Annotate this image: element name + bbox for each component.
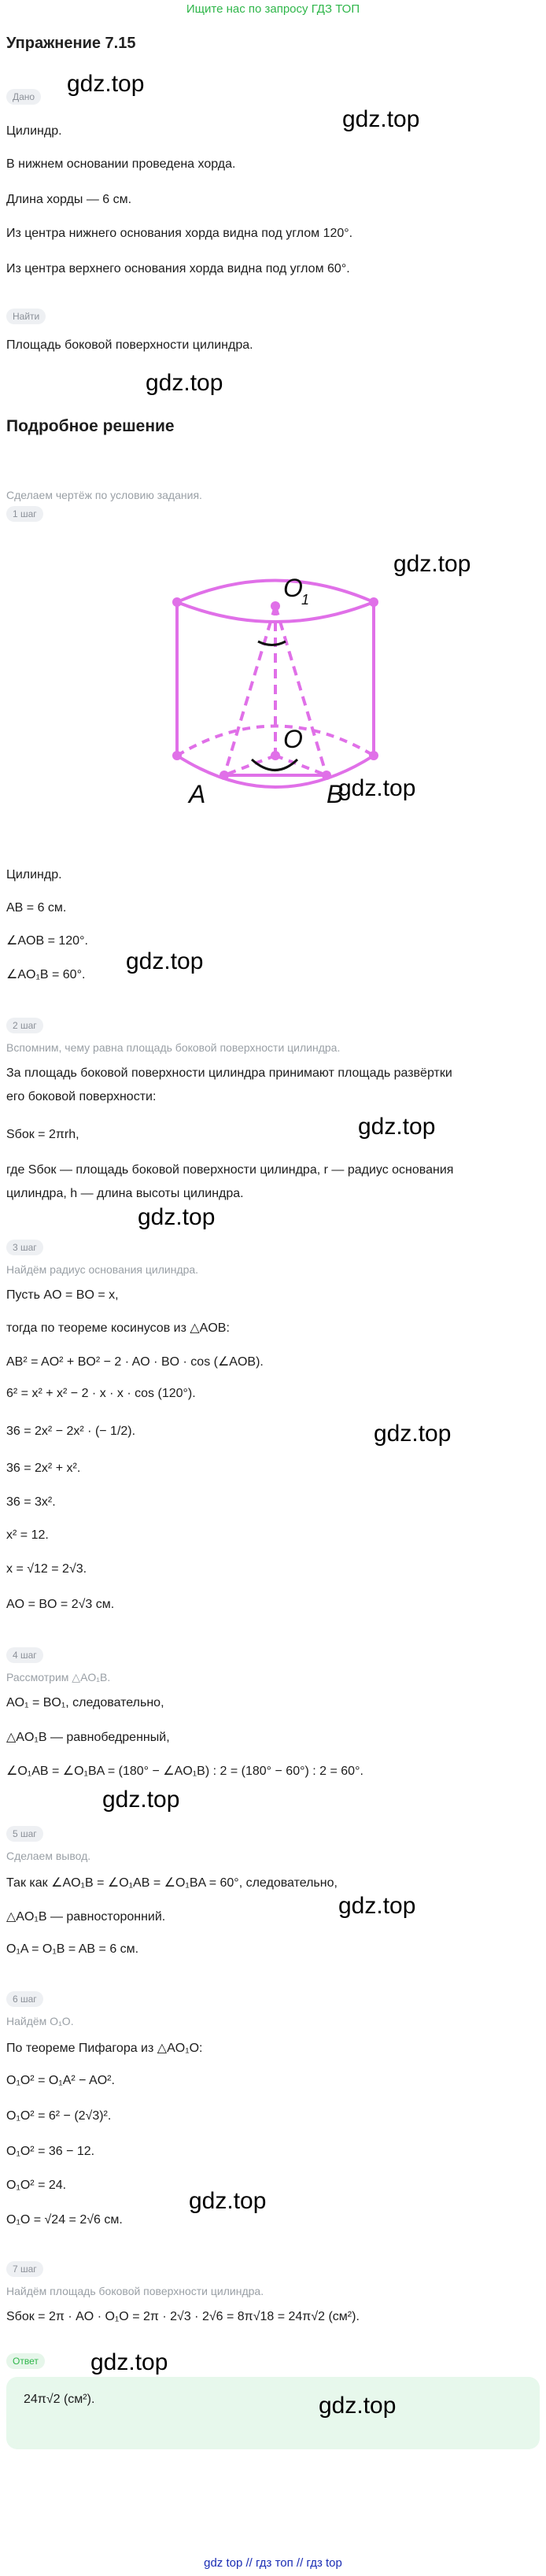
step5-line: O₁A = O₁B = AB = 6 см. [6,1942,139,1956]
watermark: gdz.top [319,2393,397,2419]
watermark: gdz.top [90,2349,168,2375]
step1-line: Цилиндр. [6,868,62,881]
step6-line: O₁O² = 24. [6,2179,67,2192]
step-tag: 6 шаг [6,1991,43,2007]
step1-line: ∠AOB = 120°. [6,934,88,948]
given-line: Из центра нижнего основания хорда видна под углом 120°. [6,227,353,240]
step1-line: AB = 6 см. [6,901,67,915]
step-note: Вспомним, чему равна площадь боковой поверхности цилиндра. [6,1041,341,1054]
step-tag: 2 шаг [6,1018,43,1033]
answer-tag: Ответ [6,2353,45,2369]
watermark: gdz.top [146,370,223,396]
watermark: gdz.top [342,106,420,132]
watermark: gdz.top [138,1204,216,1230]
step3-line: Пусть AO = BO = x, [6,1288,119,1302]
step-tag: 1 шаг [6,506,43,522]
step3-line: x = √12 = 2√3. [6,1562,87,1576]
step7-line: Sбок = 2π · AO · O₁O = 2π · 2√3 · 2√6 = 8π√18 = 24π√2 (см²). [6,2310,360,2323]
label-b: B [326,780,344,808]
label-o1-sub: 1 [301,592,310,608]
step-tag: 7 шаг [6,2261,43,2277]
footer-links[interactable]: gdz top // гдз топ // гдз top [204,2556,342,2570]
step6-line: O₁O² = 36 − 12. [6,2145,95,2158]
watermark: gdz.top [67,71,145,97]
find-tag: Найти [6,309,46,324]
step6-line: По теореме Пифагора из △AO₁O: [6,2042,203,2055]
step4-line: △AO₁B — равнобедренный, [6,1731,170,1744]
step2-line: За площадь боковой поверхности цилиндра принимают площадь развёртки [6,1066,452,1080]
given-line: Из центра верхнего основания хорда видна под углом 60°. [6,262,350,275]
label-a: A [189,780,206,808]
step3-line: тогда по теореме косинусов из △AOB: [6,1321,230,1335]
step2-line: где Sбок — площадь боковой поверхности цилиндра, r — радиус основания [6,1163,454,1177]
step3-line: 36 = 2x² − 2x² · (− 1/2). [6,1425,136,1438]
solution-heading: Подробное решение [6,417,175,435]
answer-text: 24π√2 (см²). [24,2393,95,2406]
promo-banner[interactable]: Ищите нас по запросу ГДЗ ТОП [186,2,360,16]
step3-line: 36 = 2x² + x². [6,1462,81,1475]
given-line: В нижнем основании проведена хорда. [6,157,236,171]
step-note: Сделаем чертёж по условию задания. [6,489,202,501]
step2-line: Sбок = 2πrh, [6,1128,79,1141]
step-note: Сделаем вывод. [6,1850,91,1862]
step6-line: O₁O² = O₁A² − AO². [6,2074,115,2087]
step3-line: AO = BO = 2√3 см. [6,1598,115,1611]
step2-line: его боковой поверхности: [6,1090,157,1103]
step4-line: AO₁ = BO₁, следовательно, [6,1696,164,1709]
watermark: gdz.top [374,1421,452,1447]
step5-line: △AO₁B — равносторонний. [6,1910,166,1924]
watermark: gdz.top [393,551,471,577]
answer-box [6,2377,540,2449]
label-o: O [283,725,303,753]
step-note: Найдём O₁O. [6,2015,74,2027]
step-tag: 5 шаг [6,1826,43,1842]
step-tag: 4 шаг [6,1647,43,1663]
watermark: gdz.top [102,1787,180,1813]
given-line: Цилиндр. [6,124,62,138]
watermark: gdz.top [358,1114,436,1140]
find-line: Площадь боковой поверхности цилиндра. [6,338,253,352]
step-note: Найдём площадь боковой поверхности цилиндра. [6,2285,264,2297]
watermark: gdz.top [126,948,204,974]
step3-line: 6² = x² + x² − 2 · x · x · cos (120°). [6,1387,196,1400]
step3-line: 36 = 3x². [6,1495,56,1509]
step3-line: x² = 12. [6,1528,49,1542]
step6-line: O₁O = √24 = 2√6 см. [6,2213,123,2227]
step4-line: ∠O₁AB = ∠O₁BA = (180° − ∠AO₁B) : 2 = (180° − 60°) : 2 = 60°. [6,1765,363,1778]
step-note: Найдём радиус основания цилиндра. [6,1263,199,1276]
watermark: gdz.top [189,2188,267,2214]
step-note: Рассмотрим △AO₁B. [6,1671,111,1683]
step-tag: 3 шаг [6,1240,43,1255]
step5-line: Так как ∠AO₁B = ∠O₁AB = ∠O₁BA = 60°, следовательно, [6,1876,338,1890]
watermark: gdz.top [338,775,416,801]
step3-line: AB² = AO² + BO² − 2 · AO · BO · cos (∠AOB). [6,1355,264,1369]
watermark: gdz.top [338,1893,416,1919]
given-tag: Дано [6,89,41,105]
step1-line: ∠AO₁B = 60°. [6,968,86,981]
label-o1: O [283,574,303,602]
exercise-title: Упражнение 7.15 [6,35,136,52]
step6-line: O₁O² = 6² − (2√3)². [6,2109,112,2123]
step2-line: цилиндра, h — длина высоты цилиндра. [6,1187,244,1200]
given-line: Длина хорды — 6 см. [6,193,132,206]
